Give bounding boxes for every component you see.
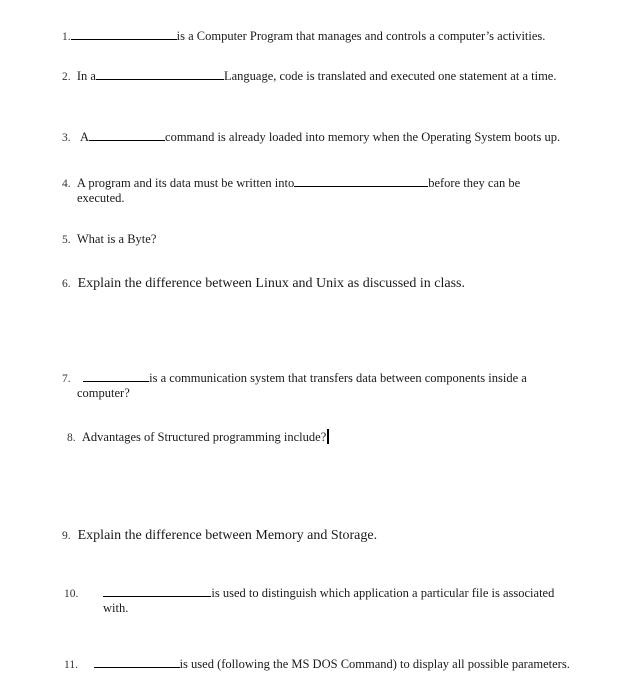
question-7-continuation: computer? <box>77 386 130 400</box>
question-7 <box>62 370 527 387</box>
question-text-before: A program and its data must be written into <box>76 176 295 190</box>
question-text: command is already loaded into memory when the Operating System boots up. <box>165 130 561 144</box>
question-1 <box>62 28 545 45</box>
question-text-before: A <box>80 130 90 144</box>
question-text: What is a Byte? <box>76 232 157 246</box>
question-number: 9. <box>62 530 71 542</box>
answer-blank[interactable] <box>89 129 165 141</box>
answer-blank[interactable] <box>71 28 177 40</box>
question-9 <box>62 528 377 544</box>
question-text: Language, code is translated and executed one statement at a time. <box>223 69 557 83</box>
question-text: Explain the difference between Memory and Storage. <box>77 528 378 543</box>
question-3 <box>62 129 560 146</box>
question-text: before they can be <box>428 176 521 190</box>
question-number: 11. <box>64 659 78 671</box>
question-6 <box>62 276 465 292</box>
question-10-continuation: with. <box>103 601 129 615</box>
question-text: Explain the difference between Linux and Unix as discussed in class. <box>77 276 465 291</box>
answer-blank[interactable] <box>96 68 224 80</box>
question-8 <box>67 429 329 446</box>
question-text: is a communication system that transfers data between components inside a <box>149 371 527 385</box>
question-number: 4. <box>62 178 71 190</box>
question-2 <box>62 68 556 85</box>
question-number: 3. <box>62 132 71 144</box>
question-11 <box>64 656 570 673</box>
question-number: 10. <box>64 588 79 600</box>
question-text-before: In a <box>76 69 96 83</box>
question-text: is used (following the MS DOS Command) to display all possible parameters. <box>179 657 570 671</box>
text-cursor <box>327 429 329 444</box>
question-number: 6. <box>62 278 71 290</box>
question-number: 1. <box>62 31 71 43</box>
question-text: is used to distinguish which application a particular file is associated <box>211 586 555 600</box>
question-text: Advantages of Structured programming include? <box>81 430 327 444</box>
question-4 <box>62 175 520 192</box>
question-number: 7. <box>62 373 71 385</box>
question-number: 8. <box>67 432 76 444</box>
answer-blank[interactable] <box>83 370 149 382</box>
answer-blank[interactable] <box>294 175 428 187</box>
question-4-continuation: executed. <box>77 191 125 205</box>
answer-blank[interactable] <box>94 656 180 668</box>
question-text: is a Computer Program that manages and controls a computer’s activities. <box>176 29 546 43</box>
question-number: 2. <box>62 71 71 83</box>
question-10 <box>64 585 554 602</box>
question-number: 5. <box>62 234 71 246</box>
answer-blank[interactable] <box>103 585 211 597</box>
question-5 <box>62 231 156 248</box>
